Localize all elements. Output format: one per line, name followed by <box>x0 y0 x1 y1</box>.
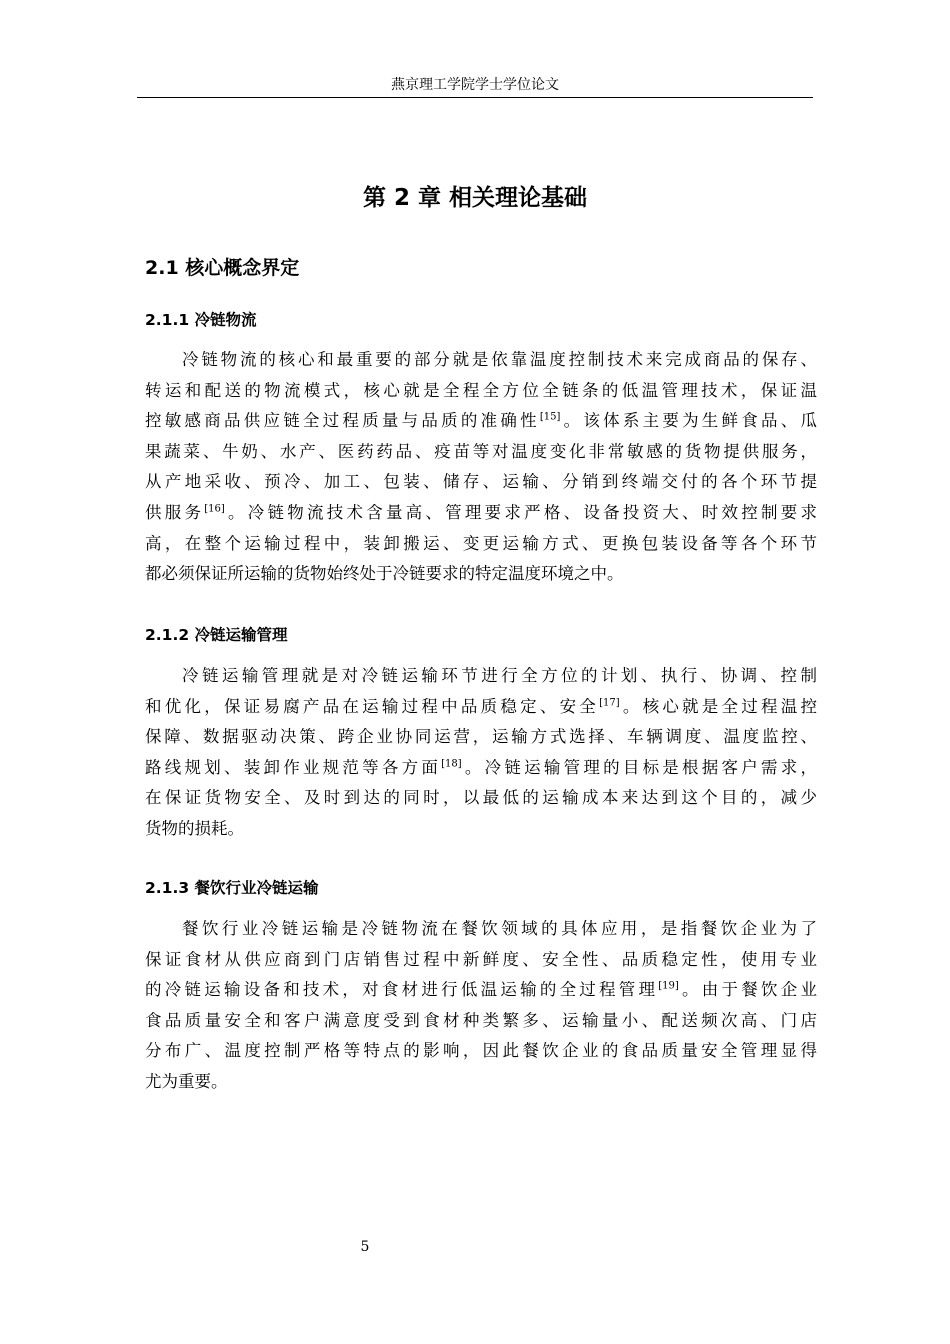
line-text: 果蔬菜、牛奶、水产、医药药品、疫苗等对温度变化非常敏感的货物提供服务， <box>145 441 817 461</box>
paragraph-line <box>145 692 817 723</box>
line-text: 餐饮行业冷链运输是冷链物流在餐饮领域的具体应用，是指餐饮企业为了 <box>182 919 817 938</box>
line-text: 分布广、温度控制严格等特点的影响，因此餐饮企业的食品质量安全管理显得 <box>145 1041 817 1061</box>
line-text-continued: 。由于餐饮企业 <box>678 980 818 1000</box>
line-text-continued: 。该体系主要为生鲜食品、瓜 <box>560 411 818 431</box>
citation-marker: [15] <box>539 411 561 423</box>
paragraph-line <box>145 783 817 814</box>
line-text: 保障、数据驱动决策、跨企业协同运营，运输方式选择、车辆调度、温度监控、 <box>145 727 817 747</box>
line-text: 在保证货物安全、及时到达的同时，以最低的运输成本来达到这个目的，减少 <box>145 788 817 808</box>
paragraph-line <box>145 376 817 407</box>
paragraph-line <box>145 345 817 376</box>
line-text: 尤为重要。 <box>145 1071 228 1091</box>
citation-marker: [16] <box>204 503 225 515</box>
paragraph-line <box>145 975 817 1006</box>
subsection-heading-cold-chain-transport-management: 2.1.2 冷链运输管理 <box>145 626 288 644</box>
line-text: 从产地采收、预冷、加工、包装、储存、运输、分销到终端交付的各个环节提 <box>145 472 817 492</box>
paragraph-line <box>145 753 817 784</box>
line-text: 货物的损耗。 <box>145 818 244 838</box>
paragraph-catering-cold-chain-transport <box>145 914 817 1098</box>
subsection-heading-cold-chain-logistics: 2.1.1 冷链物流 <box>145 311 257 329</box>
paragraph-line <box>145 437 817 468</box>
line-text: 和优化，保证易腐产品在运输过程中品质稳定、安全 <box>145 696 600 716</box>
paragraph-line <box>145 1006 817 1037</box>
paragraph-cold-chain-logistics <box>145 345 817 590</box>
paragraph-line <box>145 1036 817 1067</box>
paragraph-line <box>145 945 817 976</box>
subsection-heading-catering-cold-chain-transport: 2.1.3 餐饮行业冷链运输 <box>145 879 319 897</box>
line-text: 控敏感商品供应链全过程质量与品质的准确性 <box>145 411 540 431</box>
line-text: 保证食材从供应商到门店销售过程中新鲜度、安全性、品质稳定性，使用专业 <box>145 949 817 969</box>
line-text: 高，在整个运输过程中，装卸搬运、变更运输方式、更换包装设备等各个环节 <box>145 533 817 553</box>
chapter-title: 第 2 章 相关理论基础 <box>362 185 588 211</box>
paragraph-line <box>145 814 817 845</box>
citation-marker: [17] <box>599 697 620 709</box>
paragraph-line <box>145 661 817 692</box>
paragraph-cold-chain-transport-management <box>145 661 817 845</box>
paragraph-line <box>145 467 817 498</box>
citation-marker: [19] <box>658 980 679 992</box>
line-text: 冷链物流的核心和最重要的部分就是依靠温度控制技术来完成商品的保存、 <box>182 350 817 369</box>
line-text-continued: 。核心就是全过程温控 <box>619 696 818 716</box>
line-text: 转运和配送的物流模式，核心就是全程全方位全链条的低温管理技术，保证温 <box>145 380 817 400</box>
paragraph-line <box>145 914 817 945</box>
line-text: 食品质量安全和客户满意度受到食材种类繁多、运输量小、配送频次高、门店 <box>145 1010 817 1030</box>
line-text-continued: 。冷链物流技术含量高、管理要求严格、设备投资大、时效控制要求 <box>224 502 818 522</box>
paragraph-line <box>145 1067 817 1098</box>
line-text: 供服务 <box>145 502 205 522</box>
header-rule <box>137 97 813 98</box>
paragraph-line <box>145 498 817 529</box>
section-heading: 2.1 核心概念界定 <box>145 257 300 279</box>
running-header: 燕京理工学院学士学位论文 <box>391 77 559 93</box>
citation-marker: [18] <box>441 758 462 770</box>
line-text: 都必须保证所运输的货物始终处于冷链要求的特定温度环境之中。 <box>145 564 624 584</box>
line-text-continued: 。冷链运输管理的目标是根据客户需求， <box>461 757 818 777</box>
paragraph-line <box>145 559 817 590</box>
line-text: 冷链运输管理就是对冷链运输环节进行全方位的计划、执行、协调、控制 <box>182 666 817 685</box>
paragraph-line <box>145 406 817 437</box>
line-text: 路线规划、装卸作业规范等各方面 <box>145 757 442 777</box>
line-text: 的冷链运输设备和技术，对食材进行低温运输的全过程管理 <box>145 980 659 1000</box>
paragraph-line <box>145 529 817 560</box>
paragraph-line <box>145 722 817 753</box>
page-number: 5 <box>360 1239 370 1255</box>
